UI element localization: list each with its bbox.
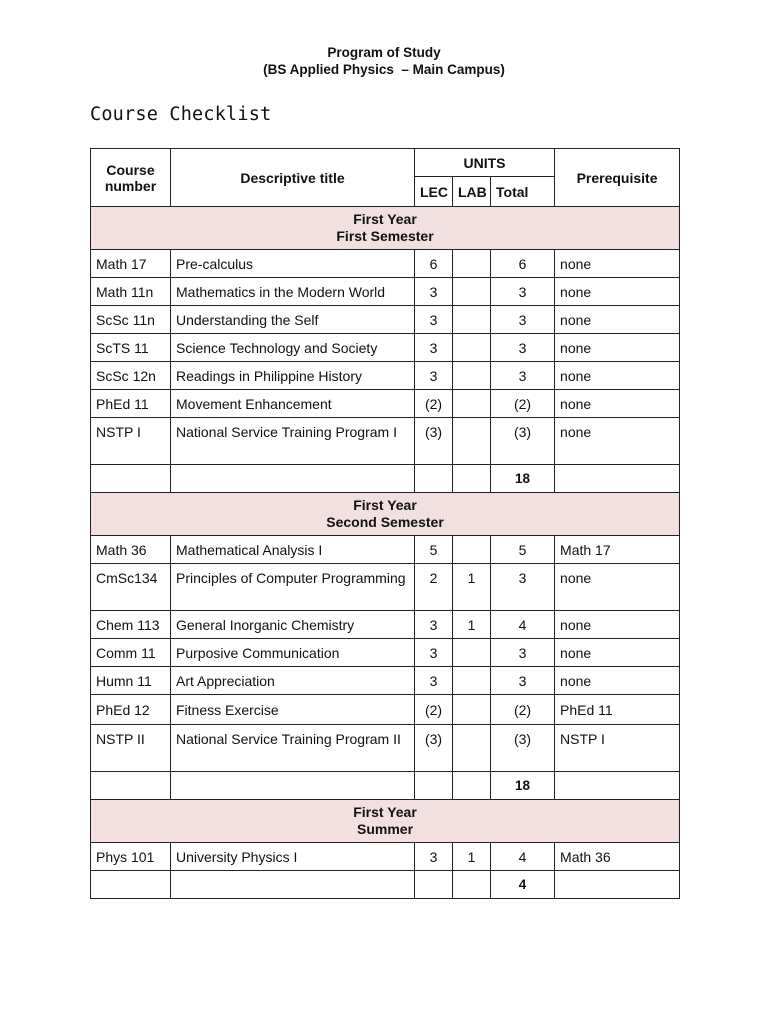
section-total-units: 18 <box>491 465 555 493</box>
course-code: Math 17 <box>91 250 171 278</box>
course-lab <box>453 667 491 695</box>
course-title: Pre-calculus <box>171 250 415 278</box>
course-total: 3 <box>491 278 555 306</box>
course-title: Mathematics in the Modern World <box>171 278 415 306</box>
course-prereq: none <box>555 362 680 390</box>
table-row <box>91 278 680 306</box>
course-lec: (3) <box>415 418 453 465</box>
course-total: (3) <box>491 418 555 465</box>
course-code: ScSc 11n <box>91 306 171 334</box>
course-code: Math 11n <box>91 278 171 306</box>
course-lec: 3 <box>415 843 453 871</box>
course-prereq: none <box>555 667 680 695</box>
course-code: Humn 11 <box>91 667 171 695</box>
course-lec: (2) <box>415 390 453 418</box>
course-title: University Physics I <box>171 843 415 871</box>
total-row <box>91 465 680 493</box>
course-prereq: none <box>555 334 680 362</box>
course-prereq: none <box>555 390 680 418</box>
section-total-units: 18 <box>491 772 555 800</box>
table-row <box>91 611 680 639</box>
course-lec: 3 <box>415 611 453 639</box>
course-title: Science Technology and Society <box>171 334 415 362</box>
header-total: Total <box>491 177 555 207</box>
checklist-heading: Course Checklist <box>90 104 272 125</box>
header-prerequisite: Prerequisite <box>555 149 680 207</box>
course-title: Understanding the Self <box>171 306 415 334</box>
section-header <box>91 207 680 250</box>
table-row <box>91 250 680 278</box>
course-title: Art Appreciation <box>171 667 415 695</box>
course-title: Movement Enhancement <box>171 390 415 418</box>
table-row <box>91 390 680 418</box>
table-row <box>91 725 680 772</box>
course-lec: (3) <box>415 725 453 772</box>
course-table <box>90 148 680 899</box>
section-term: First Semester <box>336 228 434 244</box>
course-total: (3) <box>491 725 555 772</box>
course-code: PhEd 11 <box>91 390 171 418</box>
section-year: First Year <box>353 211 417 227</box>
table-row <box>91 639 680 667</box>
table-row <box>91 536 680 564</box>
course-lab: 1 <box>453 843 491 871</box>
course-title: National Service Training Program I <box>171 418 415 465</box>
course-lab <box>453 536 491 564</box>
course-code: Math 36 <box>91 536 171 564</box>
course-lab <box>453 725 491 772</box>
course-prereq: none <box>555 250 680 278</box>
course-code: NSTP II <box>91 725 171 772</box>
title-line-1: Program of Study <box>327 45 441 60</box>
header-units: UNITS <box>415 149 555 177</box>
section-total-units: 4 <box>491 871 555 899</box>
section-year: First Year <box>353 804 417 820</box>
course-total: 3 <box>491 334 555 362</box>
course-code: CmSc134 <box>91 564 171 611</box>
table-row <box>91 564 680 611</box>
course-lab <box>453 306 491 334</box>
table-row <box>91 334 680 362</box>
course-lec: 3 <box>415 334 453 362</box>
course-prereq: none <box>555 611 680 639</box>
table-row <box>91 695 680 725</box>
course-total: (2) <box>491 695 555 725</box>
course-title: General Inorganic Chemistry <box>171 611 415 639</box>
course-code: ScTS 11 <box>91 334 171 362</box>
course-lab <box>453 250 491 278</box>
course-lab <box>453 695 491 725</box>
course-total: 4 <box>491 843 555 871</box>
section-year: First Year <box>353 497 417 513</box>
course-total: 3 <box>491 306 555 334</box>
section-summer <box>91 800 680 899</box>
course-lab <box>453 278 491 306</box>
course-code: Phys 101 <box>91 843 171 871</box>
course-lab <box>453 362 491 390</box>
section-first-semester <box>91 207 680 493</box>
header-lec: LEC <box>415 177 453 207</box>
course-title: Mathematical Analysis I <box>171 536 415 564</box>
course-title: Readings in Philippine History <box>171 362 415 390</box>
course-lab <box>453 639 491 667</box>
header-lab: LAB <box>453 177 491 207</box>
total-row <box>91 772 680 800</box>
course-lec: 3 <box>415 306 453 334</box>
course-prereq: none <box>555 278 680 306</box>
course-lab: 1 <box>453 564 491 611</box>
course-lec: 2 <box>415 564 453 611</box>
course-total: 3 <box>491 639 555 667</box>
course-total: 3 <box>491 564 555 611</box>
course-code: Comm 11 <box>91 639 171 667</box>
table-row <box>91 667 680 695</box>
section-header <box>91 800 680 843</box>
document-title <box>0 44 768 78</box>
course-lec: (2) <box>415 695 453 725</box>
course-prereq: none <box>555 418 680 465</box>
course-lec: 3 <box>415 362 453 390</box>
course-code: NSTP I <box>91 418 171 465</box>
course-prereq: Math 17 <box>555 536 680 564</box>
course-lab <box>453 418 491 465</box>
course-code: Chem 113 <box>91 611 171 639</box>
course-title: Principles of Computer Programming <box>171 564 415 611</box>
course-total: 4 <box>491 611 555 639</box>
course-prereq: none <box>555 564 680 611</box>
course-lec: 5 <box>415 536 453 564</box>
course-lec: 3 <box>415 667 453 695</box>
total-row <box>91 871 680 899</box>
table-row <box>91 306 680 334</box>
course-prereq: Math 36 <box>555 843 680 871</box>
course-title: National Service Training Program II <box>171 725 415 772</box>
title-line-2: (BS Applied Physics – Main Campus) <box>263 62 505 77</box>
course-total: 6 <box>491 250 555 278</box>
course-total: 3 <box>491 667 555 695</box>
course-prereq: none <box>555 306 680 334</box>
course-lec: 6 <box>415 250 453 278</box>
course-prereq: PhEd 11 <box>555 695 680 725</box>
table-row <box>91 418 680 465</box>
course-code: ScSc 12n <box>91 362 171 390</box>
course-total: 3 <box>491 362 555 390</box>
course-lab <box>453 390 491 418</box>
course-lec: 3 <box>415 278 453 306</box>
course-title: Purposive Communication <box>171 639 415 667</box>
course-prereq: none <box>555 639 680 667</box>
course-title: Fitness Exercise <box>171 695 415 725</box>
section-term: Second Semester <box>326 514 444 530</box>
course-total: (2) <box>491 390 555 418</box>
section-header <box>91 493 680 536</box>
section-term: Summer <box>357 821 414 837</box>
course-lab <box>453 334 491 362</box>
section-second-semester <box>91 493 680 800</box>
table-row <box>91 843 680 871</box>
course-total: 5 <box>491 536 555 564</box>
course-lec: 3 <box>415 639 453 667</box>
header-course-number: Course number <box>91 149 171 207</box>
table-row <box>91 362 680 390</box>
course-lab: 1 <box>453 611 491 639</box>
course-prereq: NSTP I <box>555 725 680 772</box>
header-descriptive-title: Descriptive title <box>171 149 415 207</box>
course-code: PhEd 12 <box>91 695 171 725</box>
